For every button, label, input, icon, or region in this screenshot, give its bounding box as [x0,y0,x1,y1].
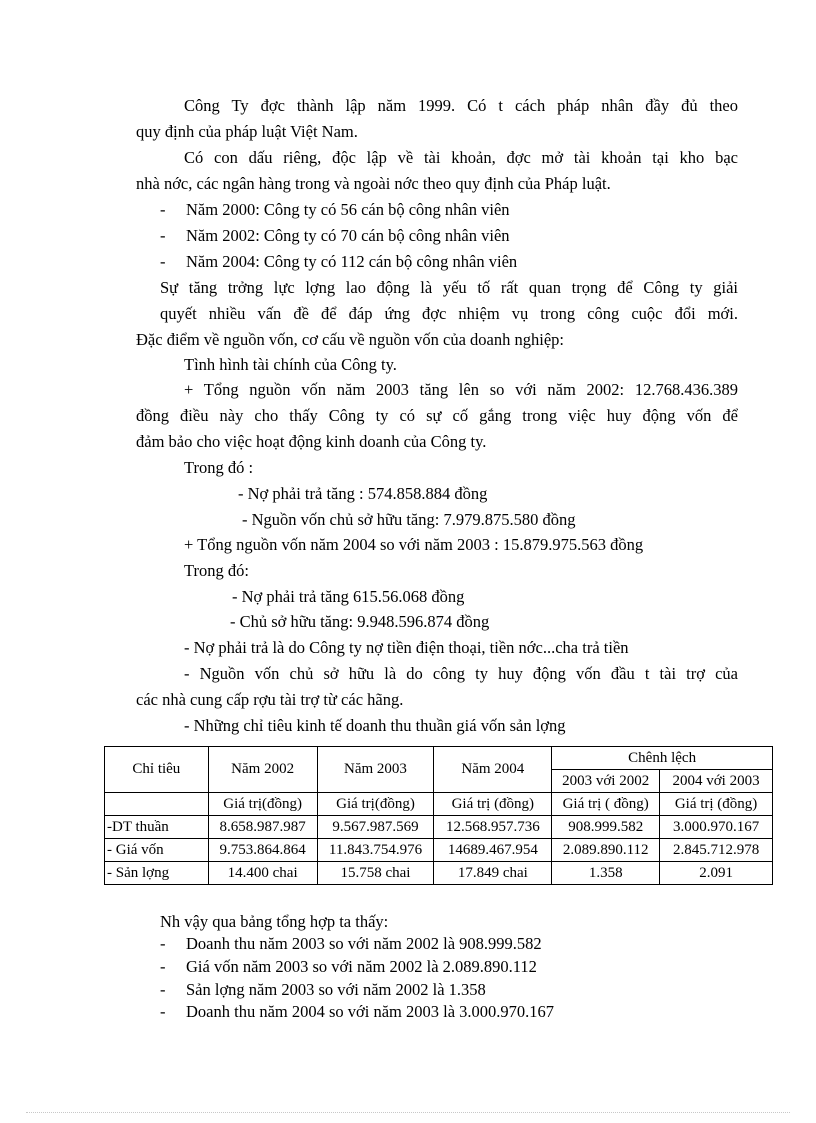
summary-bullet-1: - Doanh thu năm 2003 so với năm 2002 là 908.999.582 [160,934,542,953]
header-year-2002: Năm 2002 [208,747,317,793]
table-cell: 2.845.712.978 [660,839,773,862]
capital-heading: Đặc điểm về nguồn vốn, cơ cấu về nguồn vốn của doanh nghiệp: [136,330,564,349]
note-equity-line-1: - Nguồn vốn chủ sở hữu là do công ty huy động vốn đầu t tài trợ của [184,664,738,683]
debt-increase-2004: - Nợ phải trả tăng 615.56.068 đồng [232,587,465,606]
header-2004-vs-2003: 2004 với 2003 [660,770,773,793]
table-cell: 9.753.864.864 [208,839,317,862]
table-cell: 17.849 chai [434,862,552,885]
row-label: -DT thuần [105,816,209,839]
staff-bullet-3: - Năm 2004: Công ty có 112 cán bộ công nhân viên [160,252,518,271]
debt-increase-2003: - Nợ phải trả tăng : 574.858.884 đồng [238,484,488,503]
note-indicators: - Những chỉ tiêu kinh tế doanh thu thuần giá vốn sản lợng [184,716,566,735]
paragraph-1-line-2: quy định của pháp luật Việt Nam. [136,122,358,141]
finance-heading: Tình hình tài chính của Công ty. [184,355,397,374]
header-2003-vs-2002: 2003 với 2002 [552,770,660,793]
in-which-2: Trong đó: [184,561,249,580]
row-label: - Giá vốn [105,839,209,862]
table-cell: 2.089.890.112 [552,839,660,862]
table-cell: 15.758 chai [317,862,434,885]
staff-bullet-2: - Năm 2002: Công ty có 70 cán bộ công nhân viên [160,226,510,245]
summary-bullet-4: - Doanh thu năm 2004 so với năm 2003 là 3.000.970.167 [160,1002,555,1021]
header-indicator: Chỉ tiêu [105,747,209,793]
total-2003-line-1: + Tổng nguồn vốn năm 2003 tăng lên so với năm 2002: 12.768.436.389 [184,380,738,399]
unit-cell-blank [105,793,209,816]
summary-intro: Nh vậy qua bảng tổng hợp ta thấy: [160,912,389,931]
unit-cell: Giá trị (đồng) [434,793,552,816]
equity-increase-2004: - Chủ sở hữu tăng: 9.948.596.874 đồng [230,612,490,631]
note-equity-line-2: các nhà cung cấp rợu tài trợ từ các hãng. [136,690,404,709]
growth-line-1: Sự tăng trởng lực lợng lao động là yếu tố rất quan trọng để Công ty giải [160,278,738,297]
table-cell: 14689.467.954 [434,839,552,862]
table-row [105,816,773,839]
note-debt: - Nợ phải trả là do Công ty nợ tiền điện thoại, tiền nớc...cha trả tiền [184,638,629,657]
total-2003-line-3: đảm bảo cho việc hoạt động kinh doanh của Công ty. [136,432,487,451]
row-label: - Sản lợng [105,862,209,885]
unit-cell: Giá trị(đồng) [208,793,317,816]
equity-increase-2003: - Nguồn vốn chủ sở hữu tăng: 7.979.875.580 đồng [242,510,576,529]
header-difference: Chênh lệch [552,747,773,770]
unit-cell: Giá trị(đồng) [317,793,434,816]
table-cell: 14.400 chai [208,862,317,885]
table-cell: 9.567.987.569 [317,816,434,839]
header-year-2004: Năm 2004 [434,747,552,793]
paragraph-2-line-1: Có con dấu riêng, độc lập về tài khoản, đợc mở tài khoản tại kho bạc [184,148,738,167]
table-cell: 8.658.987.987 [208,816,317,839]
total-2004: + Tổng nguồn vốn năm 2004 so với năm 2003 : 15.879.975.563 đồng [184,535,644,554]
table-cell: 11.843.754.976 [317,839,434,862]
table-cell: 908.999.582 [552,816,660,839]
page-bottom-divider [26,1112,790,1113]
unit-cell: Giá trị ( đồng) [552,793,660,816]
table-row [105,839,773,862]
table-cell: 2.091 [660,862,773,885]
summary-bullet-2: - Giá vốn năm 2003 so với năm 2002 là 2.089.890.112 [160,957,537,976]
staff-bullet-1: - Năm 2000: Công ty có 56 cán bộ công nhân viên [160,200,510,219]
total-2003-line-2: đồng điều này cho thấy Công ty có sự cố gắng trong việc huy động vốn để [136,406,738,425]
table-cell: 12.568.957.736 [434,816,552,839]
unit-cell: Giá trị (đồng) [660,793,773,816]
growth-line-2: quyết nhiều vấn đề để đáp ứng đợc nhiệm vụ trong công cuộc đổi mới. [160,304,738,323]
table-row [105,862,773,885]
table-cell: 3.000.970.167 [660,816,773,839]
summary-bullet-3: - Sản lợng năm 2003 so với năm 2002 là 1.358 [160,980,486,999]
table-cell: 1.358 [552,862,660,885]
economic-indicators-table [104,746,773,885]
paragraph-2-line-2: nhà nớc, các ngân hàng trong và ngoài nớc theo quy định của Pháp luật. [136,174,611,193]
in-which-1: Trong đó : [184,458,254,477]
header-year-2003: Năm 2003 [317,747,434,793]
paragraph-1-line-1: Công Ty đợc thành lập năm 1999. Có t cách pháp nhân đầy đủ theo [184,96,738,115]
